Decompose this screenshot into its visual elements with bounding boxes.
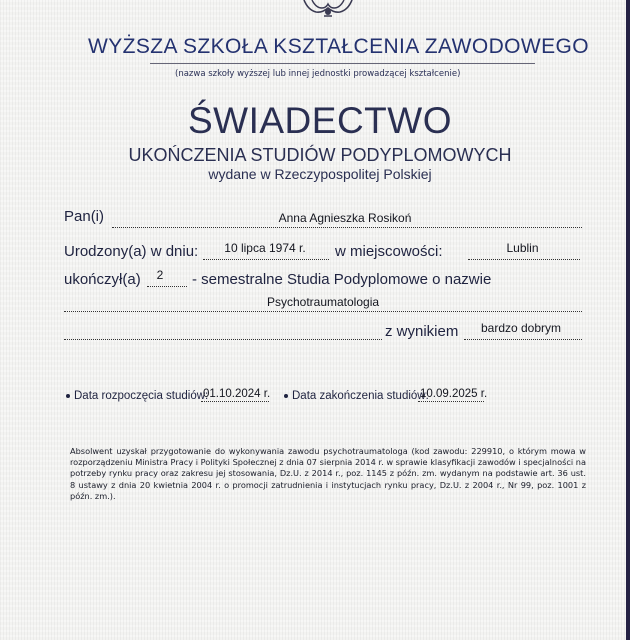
- bullet-icon: [284, 394, 288, 398]
- name-dotted-line: [112, 227, 582, 228]
- course-name-dotted-line: [64, 311, 582, 312]
- result-label: z wynikiem: [385, 323, 459, 340]
- course-continued-dotted-line: [64, 339, 382, 340]
- result-value: bardzo dobrym: [480, 321, 562, 335]
- course-label: - semestralne Studia Podyplomowe o nazwie: [192, 271, 492, 288]
- emblem-ornament-icon: [298, 0, 358, 18]
- completed-label: ukończył(a): [64, 271, 141, 288]
- start-date-label-text: Data rozpoczęcia studiów:: [74, 390, 209, 402]
- end-date-dotted-line: [418, 401, 484, 402]
- semesters-dotted-line: [147, 286, 187, 287]
- end-date-value: 10.09.2025 r.: [420, 388, 488, 400]
- place-dotted-line: [468, 259, 580, 260]
- end-date-label-text: Data zakończenia studiów:: [292, 390, 429, 402]
- name-value: Anna Agnieszka Rosikoń: [278, 211, 412, 225]
- place-label: w miejscowości:: [335, 243, 443, 260]
- institution-underline: [150, 63, 535, 64]
- page-margin: [630, 0, 640, 640]
- end-date-label: [284, 390, 429, 402]
- birth-date-value: 10 lipca 1974 r.: [224, 241, 306, 255]
- qualification-notice: Absolwent uzyskał przygotowanie do wykonywania zawodu psychotraumatologa (kod zawodu: 229910, o którym mowa w rozporządzeniu Ministra Pracy i Polityki Społecznej z dnia 07 sierpnia 2014 r. w sprawie klasyfikacji zawodów i specjalności na potrzeby rynku pracy oraz zakresu jej stosowania, Dz.U. z 2014 r., poz. 1145 z późn. zm. wydanym na podstawie art. 36 ust. 8 ustawy z dnia 20 kwietnia 2004 r. o promocji zatrudnienia i instytucjach rynku pracy, Dz.U. z 2004 r., Nr 99, poz. 1001 z późn. zm.).: [70, 446, 586, 501]
- start-date-dotted-line: [201, 401, 269, 402]
- birth-label: Urodzony(a) w dniu:: [64, 243, 199, 260]
- course-name-value: Psychotraumatologia: [266, 295, 380, 309]
- institution-note: (nazwa szkoły wyższej lub innej jednostki prowadzącej kształcenie): [175, 69, 461, 79]
- place-value: Lublin: [506, 241, 539, 255]
- birth-date-dotted-line: [203, 259, 329, 260]
- bullet-icon: [66, 394, 70, 398]
- issued-in-text: wydane w Rzeczypospolitej Polskiej: [208, 166, 432, 182]
- document-title: ŚWIADECTWO: [188, 100, 452, 141]
- result-dotted-line: [464, 339, 582, 340]
- institution-name: WYŻSZA SZKOŁA KSZTAŁCENIA ZAWODOWEGO: [88, 35, 589, 58]
- start-date-label: [66, 390, 208, 402]
- name-label: Pan(i): [64, 208, 105, 225]
- document-subtitle: UKOŃCZENIA STUDIÓW PODYPLOMOWYCH: [128, 145, 512, 165]
- start-date-value: 01.10.2024 r.: [203, 388, 271, 400]
- semesters-value: 2: [156, 268, 164, 282]
